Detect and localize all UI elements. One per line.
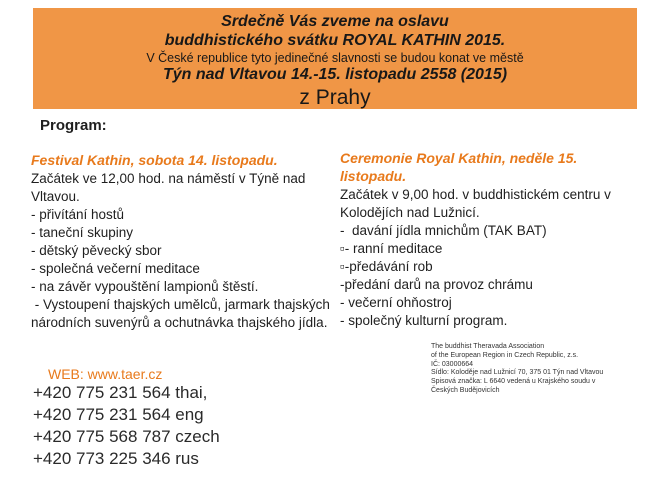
ceremony-sunday-heading: Ceremonie Royal Kathin, neděle 15. listopadu. xyxy=(340,150,578,184)
banner-place-date-line: Týn nad Vltavou 14.-15. listopadu 2558 (2015) xyxy=(162,66,508,83)
announcement-banner xyxy=(33,8,637,109)
list-item: - na závěr vypouštění lampionů štěstí. xyxy=(31,279,259,294)
list-item: - Vystoupení thajských umělců, jarmark thajských národních suvenýrů a ochutnávka thajského jídla. xyxy=(31,297,334,330)
list-item: - společná večerní meditace xyxy=(31,261,200,276)
ceremony-sunday-section xyxy=(340,149,662,330)
association-city-line: Českých Budějovicích xyxy=(431,386,500,394)
list-item: - společný kulturní program. xyxy=(340,313,508,328)
phone-number-rus: +420 773 225 346 rus xyxy=(33,449,199,468)
banner-description-line: V České republice tyto jedinečné slavnosti se budou konat ve městě xyxy=(146,51,524,65)
festival-saturday-heading: Festival Kathin, sobota 14. listopadu. xyxy=(31,152,278,168)
website-link[interactable]: WEB: www.taer.cz xyxy=(48,366,163,382)
ceremony-sunday-intro: Začátek v 9,00 hod. v buddhistickém centru v Kolodějích nad Lužnicí. xyxy=(340,187,615,220)
festival-saturday-intro: Začátek ve 12,00 hod. na náměstí v Týně nad Vltavou. xyxy=(31,171,310,204)
banner-invitation-line: Srdečně Vás zveme na oslavu xyxy=(221,13,449,30)
list-item: - davání jídla mnichům (TAK BAT) xyxy=(340,223,547,238)
association-name-line: The buddhist Theravada Association xyxy=(431,343,545,350)
banner-from-prague-line: z Prahy xyxy=(299,85,371,109)
association-ic-line: IČ: 03000664 xyxy=(431,360,474,368)
program-heading: Program: xyxy=(40,117,107,134)
list-item: - přivítání hostů xyxy=(31,207,125,222)
list-item: - taneční skupiny xyxy=(31,225,134,240)
list-item: - večerní ohňostroj xyxy=(340,295,452,310)
list-item: - dětský pěvecký sbor xyxy=(31,243,162,258)
association-fineprint xyxy=(431,343,651,396)
list-item: -předání darů na provoz chrámu xyxy=(340,277,533,292)
list-item: ▫-předávání rob xyxy=(340,259,433,274)
phone-number-eng: +420 775 231 564 eng xyxy=(33,405,204,424)
association-registry-line: Spisová značka: L 6640 vedená u Krajského soudu v xyxy=(431,378,596,386)
phone-numbers-block xyxy=(33,382,220,470)
phone-number-thai: +420 775 231 564 thai, xyxy=(33,383,208,402)
festival-saturday-section xyxy=(31,151,333,332)
list-item: ▫- ranní meditace xyxy=(340,241,443,256)
banner-event-name-line: buddhistického svátku ROYAL KATHIN 2015. xyxy=(164,31,506,49)
phone-number-czech: +420 775 568 787 czech xyxy=(33,427,220,446)
association-address-line: Sídlo: Koloděje nad Lužnicí 70, 375 01 Týn nad Vltavou xyxy=(431,369,604,377)
association-region-line: of the European Region in Czech Republic, z.s. xyxy=(431,351,579,359)
